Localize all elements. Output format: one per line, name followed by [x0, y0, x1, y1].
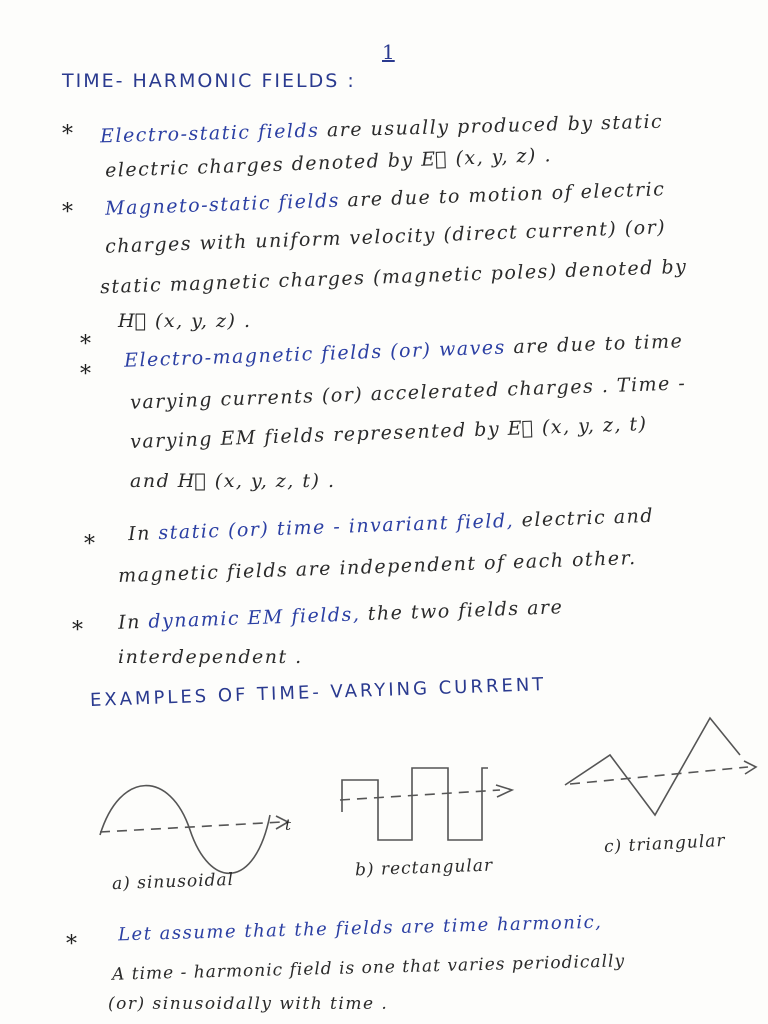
asterisk-bullet-icon: *	[62, 200, 73, 225]
bullet-5-line-2: interdependent .	[118, 646, 303, 668]
bullet-4-pre: In	[127, 522, 152, 546]
bullet-2-rest: are due to motion of electric	[347, 178, 666, 212]
asterisk-bullet-icon: *	[72, 618, 83, 643]
rectangular-axis	[340, 790, 500, 800]
page-title: TIME- HARMONIC FIELDS :	[62, 70, 356, 92]
time-axis-label: t	[285, 816, 293, 834]
closing-line-2: A time - harmonic field is one that varies periodically	[111, 951, 626, 985]
bullet-3-line-3: varying EM fields represented by E⃗ (x, y, z, t)	[129, 412, 648, 454]
closing-line-3: (or) sinusoidally with time .	[108, 994, 389, 1014]
caption-sinusoidal: a) sinusoidal	[111, 869, 235, 895]
caption-triangular: c) triangular	[603, 830, 727, 858]
rectangular-wave	[342, 768, 488, 840]
examples-heading: EXAMPLES OF TIME- VARYING CURRENT	[89, 674, 547, 711]
bullet-3-line-4: and H⃗ (x, y, z, t) .	[130, 470, 336, 492]
asterisk-bullet-icon: *	[62, 122, 73, 147]
bullet-1-rest: are usually produced by static	[326, 110, 664, 142]
bullet-2-line-4: H⃗ (x, y, z) .	[118, 310, 252, 332]
bullet-5-rest: the two fields are	[367, 596, 564, 626]
page-number: 1	[382, 40, 395, 64]
bullet-4-rest: electric and	[521, 504, 655, 532]
bullet-1-lead: Electro-static fields	[99, 119, 320, 148]
bullet-3-lead: Electro-magnetic fields (or) waves	[123, 336, 507, 372]
bullet-3-rest: are due to time	[512, 330, 684, 359]
caption-rectangular: b) rectangular	[354, 855, 494, 881]
asterisk-bullet-icon: *	[80, 362, 91, 387]
bullet-4-line-2: magnetic fields are independent of each other.	[117, 546, 637, 588]
bullet-3-line-2: varying currents (or) accelerated charges . Time -	[129, 372, 687, 414]
asterisk-bullet-icon: *	[84, 532, 95, 557]
triangular-wave	[565, 718, 740, 815]
rectangular-arrow-icon	[496, 785, 512, 797]
bullet-2-line-3: static magnetic charges (magnetic poles) denoted by	[99, 255, 688, 299]
bullet-2-line-2: charges with uniform velocity (direct current) (or)	[104, 216, 667, 258]
bullet-2-lead: Magneto-static fields	[104, 189, 341, 220]
closing-line-1: Let assume that the fields are time harmonic,	[117, 911, 603, 946]
asterisk-bullet-icon: *	[66, 932, 77, 957]
asterisk-bullet-icon: *	[80, 332, 91, 357]
bullet-5-pre: In	[117, 610, 142, 634]
bullet-1-line-2: electric charges denoted by E⃗ (x, y, z) .	[104, 144, 553, 182]
bullet-4-lead: static (or) time - invariant field,	[158, 509, 515, 545]
sinusoidal-wave	[100, 786, 270, 874]
bullet-5-lead: dynamic EM fields,	[148, 603, 361, 633]
triangular-axis	[570, 767, 748, 784]
